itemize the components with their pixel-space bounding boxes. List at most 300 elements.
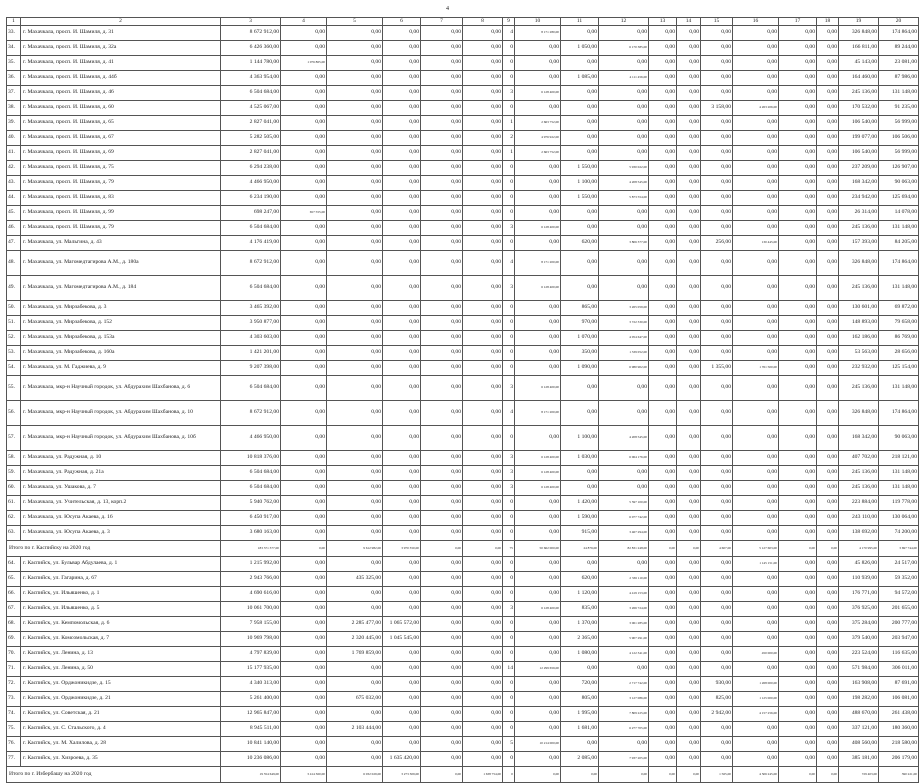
value-cell: 0,00	[779, 692, 817, 707]
value-cell: 0	[503, 557, 515, 572]
value-cell: 0,00	[515, 632, 561, 647]
value-cell: 0,00	[649, 602, 677, 617]
value-cell: 0,00	[561, 146, 599, 161]
value-cell: 0,00	[561, 376, 599, 401]
value-cell: 698 247,00	[221, 206, 281, 221]
value-cell: 0,00	[515, 101, 561, 116]
value-cell: 1 420,00	[561, 496, 599, 511]
subtotal-cell: 0,00	[463, 541, 503, 557]
value-cell: 2 827 041,00	[221, 146, 281, 161]
value-cell: 0,00	[421, 511, 463, 526]
value-cell: 131 148,00	[879, 221, 919, 236]
value-cell: 0,00	[515, 236, 561, 251]
value-cell: 0,00	[701, 86, 733, 101]
value-cell: 0,00	[463, 56, 503, 71]
value-cell: 0,00	[327, 56, 383, 71]
value-cell: 245 136,00	[839, 466, 879, 481]
value-cell: 0,00	[779, 722, 817, 737]
value-cell: 0,00	[701, 346, 733, 361]
value-cell: 0,00	[677, 572, 701, 587]
value-cell: 0,00	[281, 526, 327, 541]
value-cell: 0,00	[327, 146, 383, 161]
value-cell: 0,00	[733, 26, 779, 41]
value-cell: 0,00	[779, 26, 817, 41]
subtotal-cell: 82 831 248,00	[599, 541, 649, 557]
address-cell: г. Каспийск, ул. Орджоникидзе, д. 15	[21, 677, 221, 692]
value-cell: 125 154,00	[879, 361, 919, 376]
value-cell: 0,00	[463, 647, 503, 662]
address-cell: г. Махачкала, просп. И. Шамиля, д. 31	[21, 26, 221, 41]
value-cell: 148 893,00	[839, 316, 879, 331]
value-cell: 0,00	[383, 86, 421, 101]
value-cell: 0	[503, 647, 515, 662]
address-cell: г. Махачкала, ул. Мирзабекова, д. 160а	[21, 346, 221, 361]
value-cell: 0,00	[599, 131, 649, 146]
address-cell: г. Махачкала, мкр-н Научный городок, ул. Абдурахим Шахбанова, д. 10б	[21, 426, 221, 451]
table-row	[7, 161, 919, 176]
value-cell: 3	[503, 466, 515, 481]
value-cell: 376 925,00	[839, 602, 879, 617]
value-cell: 0,00	[701, 161, 733, 176]
value-cell: 4 157 256,00	[733, 707, 779, 722]
value-cell: 0,00	[677, 71, 701, 86]
subtotal-cell: 3 414 360,00	[281, 767, 327, 783]
value-cell: 0	[503, 722, 515, 737]
value-cell: 0,00	[779, 71, 817, 86]
value-cell: 0,00	[327, 602, 383, 617]
value-cell: 203 947,00	[879, 632, 919, 647]
value-cell: 201 655,00	[879, 602, 919, 617]
table-row	[7, 737, 919, 752]
value-cell: 0,00	[421, 602, 463, 617]
value-cell: 0	[503, 526, 515, 541]
value-cell: 245 136,00	[839, 276, 879, 301]
address-cell: г. Махачкала, ул. Мирзабекова, д. 152	[21, 316, 221, 331]
value-cell: 10 061 700,00	[221, 602, 281, 617]
table-row	[7, 647, 919, 662]
value-cell: 0,00	[515, 206, 561, 221]
value-cell: 0,00	[817, 647, 839, 662]
value-cell: 0,00	[463, 707, 503, 722]
value-cell: 0,00	[733, 451, 779, 466]
value-cell: 0,00	[817, 251, 839, 276]
value-cell: 0,00	[281, 617, 327, 632]
value-cell: 3 950 877,00	[221, 316, 281, 331]
value-cell: 0,00	[327, 511, 383, 526]
value-cell: 1 370,00	[561, 617, 599, 632]
value-cell: 0,00	[701, 331, 733, 346]
value-cell: 0,00	[383, 176, 421, 191]
value-cell: 0,00	[779, 376, 817, 401]
value-cell: 6 128 400,00	[515, 481, 561, 496]
value-cell: 0,00	[463, 481, 503, 496]
value-cell: 6 128 400,00	[515, 376, 561, 401]
address-cell: г. Каспийск, ул. Ильяшенко, д. 5	[21, 602, 221, 617]
value-cell: 0,00	[281, 707, 327, 722]
row-number: 73.	[7, 692, 21, 707]
value-cell: 0	[503, 361, 515, 376]
value-cell: 0,00	[421, 56, 463, 71]
value-cell: 0,00	[383, 361, 421, 376]
value-cell: 3 465 392,00	[221, 301, 281, 316]
value-cell: 0,00	[817, 617, 839, 632]
value-cell: 4 690 616,00	[221, 587, 281, 602]
row-number: 67.	[7, 602, 21, 617]
value-cell: 0,00	[817, 101, 839, 116]
value-cell: 1 120,00	[561, 587, 599, 602]
table-row	[7, 301, 919, 316]
value-cell: 1 085,00	[561, 71, 599, 86]
value-cell: 4 208 545,00	[599, 176, 649, 191]
value-cell: 1 076 865,00	[281, 56, 327, 71]
value-cell: 6 504 684,00	[221, 376, 281, 401]
value-cell: 0,00	[817, 426, 839, 451]
subtotal-label: Итого по г. Каспийску на 2020 год	[7, 541, 221, 557]
value-cell: 326 848,00	[839, 401, 879, 426]
value-cell: 0,00	[421, 86, 463, 101]
value-cell: 3	[503, 276, 515, 301]
value-cell: 0,00	[701, 131, 733, 146]
value-cell: 4 363 954,00	[221, 71, 281, 86]
value-cell: 106 506,00	[879, 131, 919, 146]
value-cell: 2 336 110,00	[599, 572, 649, 587]
value-cell: 0,00	[677, 466, 701, 481]
value-cell: 0,00	[599, 221, 649, 236]
subtotal-cell: 0,00	[677, 541, 701, 557]
value-cell: 8 672 912,00	[221, 26, 281, 41]
value-cell: 0,00	[463, 426, 503, 451]
value-cell: 0,00	[383, 401, 421, 426]
value-cell: 0,00	[649, 632, 677, 647]
value-cell: 0,00	[649, 617, 677, 632]
value-cell: 0,00	[515, 572, 561, 587]
address-cell: г. Махачкала, мкр-н Научный городок, ул. Абдурахим Шахбанова, д. 6	[21, 376, 221, 401]
value-cell: 0,00	[733, 496, 779, 511]
value-cell: 0,00	[561, 131, 599, 146]
value-cell: 0,00	[817, 526, 839, 541]
value-cell: 0,00	[779, 707, 817, 722]
value-cell: 0,00	[281, 301, 327, 316]
table-row	[7, 426, 919, 451]
value-cell: 138 692,00	[839, 526, 879, 541]
row-number: 41.	[7, 146, 21, 161]
value-cell: 0,00	[649, 426, 677, 451]
value-cell: 0,00	[383, 451, 421, 466]
value-cell: 10 214 000,00	[515, 737, 561, 752]
address-cell: г. Каспийск, ул. Орджоникидзе, д. 21	[21, 692, 221, 707]
value-cell: 1 769 859,00	[327, 647, 383, 662]
value-cell: 0,00	[383, 707, 421, 722]
value-cell: 2 942,00	[701, 707, 733, 722]
value-cell: 1 090,00	[561, 361, 599, 376]
value-cell: 12 299 656,00	[515, 662, 561, 677]
value-cell: 0,00	[281, 602, 327, 617]
value-cell: 4 797 839,00	[221, 647, 281, 662]
value-cell: 0,00	[421, 722, 463, 737]
value-cell: 0	[503, 316, 515, 331]
value-cell: 0,00	[599, 26, 649, 41]
value-cell: 0,00	[281, 236, 327, 251]
value-cell: 0,00	[327, 346, 383, 361]
value-cell: 0,00	[421, 617, 463, 632]
value-cell: 131 148,00	[879, 276, 919, 301]
value-cell: 0,00	[383, 496, 421, 511]
table-row	[7, 752, 919, 767]
row-number: 46.	[7, 221, 21, 236]
table-row	[7, 511, 919, 526]
table-row	[7, 131, 919, 146]
value-cell: 0,00	[561, 86, 599, 101]
subtotal-cell: 0,00	[421, 541, 463, 557]
value-cell: 1 590,00	[561, 511, 599, 526]
value-cell: 0,00	[677, 426, 701, 451]
address-cell: г. Махачкала, просп. И. Шамиля, д. 67	[21, 131, 221, 146]
value-cell: 6 128 400,00	[515, 466, 561, 481]
value-cell: 0,00	[515, 752, 561, 767]
value-cell: 0,00	[817, 692, 839, 707]
table-row	[7, 146, 919, 161]
table-row	[7, 722, 919, 737]
value-cell: 3 266 724,00	[599, 602, 649, 617]
value-cell: 0,00	[677, 331, 701, 346]
value-cell: 0,00	[421, 346, 463, 361]
value-cell: 1 635 420,00	[383, 752, 421, 767]
value-cell: 166 811,00	[839, 41, 879, 56]
column-number: 10	[515, 18, 561, 26]
value-cell: 0,00	[779, 632, 817, 647]
value-cell: 0,00	[677, 481, 701, 496]
value-cell: 375 284,00	[839, 617, 879, 632]
value-cell: 0	[503, 176, 515, 191]
value-cell: 0,00	[463, 752, 503, 767]
value-cell: 0,00	[599, 466, 649, 481]
value-cell: 0,00	[701, 41, 733, 56]
table-row	[7, 26, 919, 41]
value-cell: 84 205,00	[879, 236, 919, 251]
value-cell: 0,00	[463, 451, 503, 466]
subtotal-cell: 19 354 649,00	[221, 767, 281, 783]
column-number: 7	[421, 18, 463, 26]
value-cell: 130 445,00	[733, 236, 779, 251]
value-cell: 2 663 752,00	[515, 146, 561, 161]
value-cell: 0,00	[515, 707, 561, 722]
value-cell: 0,00	[701, 496, 733, 511]
value-cell: 0,00	[421, 557, 463, 572]
value-cell: 4	[503, 251, 515, 276]
value-cell: 0,00	[421, 316, 463, 331]
value-cell: 0,00	[701, 206, 733, 221]
value-cell: 0,00	[421, 161, 463, 176]
value-cell: 0,00	[733, 466, 779, 481]
value-cell: 0,00	[599, 146, 649, 161]
value-cell: 0,00	[383, 346, 421, 361]
value-cell: 0,00	[733, 161, 779, 176]
value-cell: 0,00	[515, 71, 561, 86]
value-cell: 106 540,00	[839, 116, 879, 131]
row-number: 47.	[7, 236, 21, 251]
value-cell: 0,00	[817, 146, 839, 161]
table-row	[7, 376, 919, 401]
value-cell: 0,00	[561, 101, 599, 116]
value-cell: 0,00	[327, 276, 383, 301]
column-number: 20	[879, 18, 919, 26]
subtotal-cell: 9 612 982,00	[327, 541, 383, 557]
value-cell: 0,00	[383, 481, 421, 496]
subtotal-row	[7, 541, 919, 557]
value-cell: 0,00	[817, 722, 839, 737]
value-cell: 0	[503, 572, 515, 587]
value-cell: 0,00	[817, 496, 839, 511]
value-cell: 0,00	[327, 131, 383, 146]
address-cell: г. Каспийск, ул. Комсомольская, д. 7	[21, 632, 221, 647]
value-cell: 0,00	[281, 401, 327, 426]
value-cell: 28 656,00	[879, 346, 919, 361]
value-cell: 5 282 505,00	[221, 131, 281, 146]
value-cell: 0,00	[463, 617, 503, 632]
value-cell: 0,00	[677, 401, 701, 426]
row-number: 56.	[7, 401, 21, 426]
value-cell: 0,00	[649, 191, 677, 206]
value-cell: 0,00	[733, 41, 779, 56]
table-row	[7, 557, 919, 572]
value-cell: 2 943 766,00	[221, 572, 281, 587]
address-cell: г. Каспийск, ул. Ленина, д. 13	[21, 647, 221, 662]
value-cell: 0,00	[677, 376, 701, 401]
value-cell: 0,00	[779, 101, 817, 116]
value-cell: 0,00	[649, 146, 677, 161]
value-cell: 0,00	[383, 316, 421, 331]
value-cell: 0,00	[421, 466, 463, 481]
value-cell: 0,00	[649, 86, 677, 101]
value-cell: 0,00	[733, 191, 779, 206]
value-cell: 0	[503, 692, 515, 707]
value-cell: 14 078,00	[879, 206, 919, 221]
value-cell: 12 965 847,00	[221, 707, 281, 722]
address-cell: г. Махачкала, просп. И. Шамиля, д. 44б	[21, 71, 221, 86]
table-row	[7, 346, 919, 361]
value-cell: 1 761 500,00	[733, 361, 779, 376]
value-cell: 0,00	[383, 251, 421, 276]
value-cell: 0,00	[649, 346, 677, 361]
value-cell: 0,00	[281, 587, 327, 602]
value-cell: 0,00	[677, 276, 701, 301]
value-cell: 0,00	[817, 71, 839, 86]
value-cell: 488 670,00	[839, 707, 879, 722]
value-cell: 2 365,00	[561, 632, 599, 647]
table-row	[7, 451, 919, 466]
value-cell: 0,00	[281, 131, 327, 146]
value-cell: 0,00	[817, 276, 839, 301]
value-cell: 0,00	[701, 146, 733, 161]
value-cell: 0,00	[701, 191, 733, 206]
value-cell: 0,00	[677, 632, 701, 647]
value-cell: 218 580,00	[879, 737, 919, 752]
value-cell: 435 325,00	[327, 572, 383, 587]
value-cell: 0,00	[383, 677, 421, 692]
value-cell: 0,00	[383, 376, 421, 401]
value-cell: 0,00	[817, 752, 839, 767]
value-cell: 59 352,00	[879, 572, 919, 587]
value-cell: 0,00	[677, 722, 701, 737]
value-cell: 0,00	[817, 176, 839, 191]
value-cell: 0,00	[463, 692, 503, 707]
value-cell: 620,00	[561, 572, 599, 587]
value-cell: 0,00	[649, 176, 677, 191]
table-row	[7, 401, 919, 426]
value-cell: 0,00	[817, 737, 839, 752]
value-cell: 0,00	[327, 191, 383, 206]
value-cell: 0,00	[281, 176, 327, 191]
column-number: 17	[779, 18, 817, 26]
value-cell: 0,00	[515, 176, 561, 191]
value-cell: 0,00	[463, 346, 503, 361]
value-cell: 0	[503, 301, 515, 316]
value-cell: 0,00	[733, 176, 779, 191]
value-cell: 0,00	[649, 56, 677, 71]
value-cell: 4 340 313,00	[221, 677, 281, 692]
value-cell: 0,00	[383, 276, 421, 301]
value-cell: 0,00	[677, 617, 701, 632]
value-cell: 0,00	[677, 221, 701, 236]
value-cell: 0,00	[779, 251, 817, 276]
value-cell: 86 769,00	[879, 331, 919, 346]
row-number: 71.	[7, 662, 21, 677]
value-cell: 0,00	[733, 401, 779, 426]
value-cell: 5 873 554,00	[599, 191, 649, 206]
value-cell: 3	[503, 86, 515, 101]
value-cell: 0,00	[515, 677, 561, 692]
value-cell: 0,00	[515, 56, 561, 71]
value-cell: 1 339 052,00	[599, 346, 649, 361]
value-cell: 0,00	[733, 426, 779, 451]
value-cell: 0,00	[383, 557, 421, 572]
value-cell: 1 065 572,00	[383, 617, 421, 632]
value-cell: 675 032,00	[327, 692, 383, 707]
value-cell: 350,00	[561, 346, 599, 361]
address-cell: г. Махачкала, просп. И. Шамиля, д. 79	[21, 176, 221, 191]
value-cell: 0,00	[649, 677, 677, 692]
value-cell: 10 236 086,00	[221, 752, 281, 767]
table-row	[7, 41, 919, 56]
value-cell: 0,00	[701, 632, 733, 647]
value-cell: 1 100,00	[561, 426, 599, 451]
row-number: 48.	[7, 251, 21, 276]
value-cell: 0,00	[327, 526, 383, 541]
row-number: 58.	[7, 451, 21, 466]
value-cell: 0,00	[701, 587, 733, 602]
table-row	[7, 677, 919, 692]
value-cell: 0,00	[421, 632, 463, 647]
value-cell: 0,00	[327, 496, 383, 511]
value-cell: 0,00	[383, 236, 421, 251]
value-cell: 0,00	[463, 71, 503, 86]
value-cell: 1 145 151,00	[733, 557, 779, 572]
value-cell: 0,00	[677, 346, 701, 361]
address-cell: г. Махачкала, просп. И. Шамиля, д. 83	[21, 191, 221, 206]
address-cell: г. Махачкала, просп. И. Шамиля, д. 75	[21, 161, 221, 176]
value-cell: 256,00	[701, 236, 733, 251]
address-cell: г. Каспийск, ул. Хизроева, д. 35	[21, 752, 221, 767]
row-number: 69.	[7, 632, 21, 647]
table-row	[7, 116, 919, 131]
value-cell: 198 282,00	[839, 692, 879, 707]
value-cell: 0,00	[677, 161, 701, 176]
row-number: 77.	[7, 752, 21, 767]
address-cell: г. Махачкала, просп. И. Шамиля, д. 32а	[21, 41, 221, 56]
subtotal-cell: 50 662 000,00	[515, 541, 561, 557]
value-cell: 0,00	[561, 251, 599, 276]
column-number: 3	[221, 18, 281, 26]
